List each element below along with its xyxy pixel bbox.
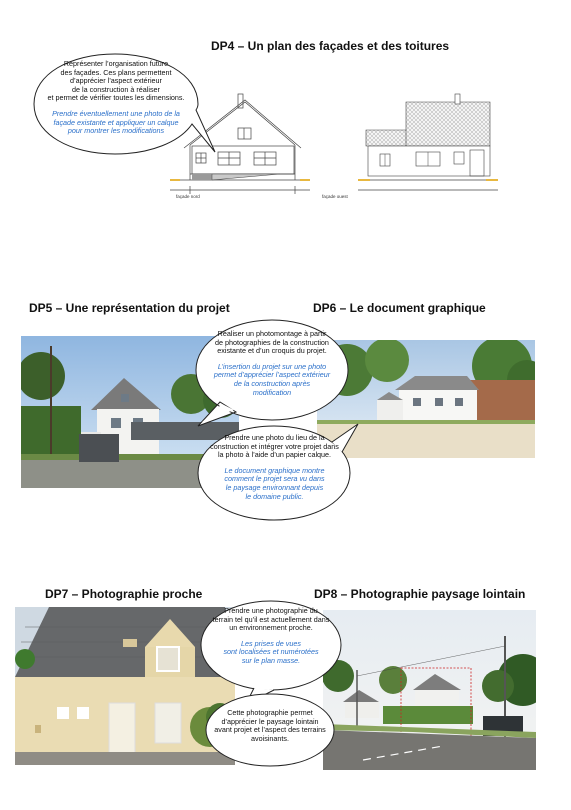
- dp7-title: DP7 – Photographie proche: [45, 587, 203, 601]
- dp6-top-bubble-line: Réaliser un photomontage à partir: [217, 329, 327, 338]
- dp4-bubble-line: des façades. Ces plans permettent: [60, 67, 172, 77]
- dp8-top-bubble-italic-line: sont localisées et numérotées: [223, 647, 319, 657]
- dp6-top-bubble-line: de photographies de la construction: [215, 337, 329, 347]
- dp4-title: DP4 – Un plan des façades et des toitures: [211, 39, 450, 53]
- dp8-top-bubble-line: Prendre une photographie du: [224, 606, 318, 615]
- dp6-bottom-bubble-italic-line: le paysage environnant depuis: [225, 482, 324, 492]
- facade-nord-caption: façade nord: [176, 194, 200, 199]
- dp6-top-bubble-italic-line: L’insertion du projet sur une photo: [217, 361, 327, 371]
- dp6-bottom-speech-bubble: [192, 422, 357, 524]
- dp4-bubble-italic-line: façade existante et appliquer un calque: [53, 117, 179, 127]
- dp8-top-bubble-italic-line: sur le plan masse.: [241, 655, 301, 665]
- dp6-bottom-bubble-italic-line: Le document graphique montre: [224, 465, 325, 475]
- dp8-bottom-speech-bubble: [200, 690, 340, 770]
- dp8-bottom-bubble-line: avoisinants.: [251, 733, 289, 743]
- dp8-top-bubble-line: terrain tel qu’il est actuellement dans: [212, 614, 330, 624]
- dp6-bottom-bubble-line: la photo à l’aide d’un papier calque.: [217, 450, 332, 460]
- dp6-top-bubble-italic-line: permet d’apprécier l’aspect extérieur: [213, 370, 331, 380]
- dp8-title: DP8 – Photographie paysage lointain: [314, 587, 526, 601]
- dp8-top-speech-bubble: [196, 598, 346, 702]
- dp6-top-speech-bubble: [192, 318, 352, 434]
- facade-ouest-caption: façade ouest: [322, 194, 348, 199]
- dp6-top-bubble-italic-line: modification: [252, 387, 292, 397]
- dp8-photo-lointain-image: [323, 610, 536, 770]
- dp6-top-bubble-line: existante et d’un croquis du projet.: [217, 346, 327, 356]
- dp6-top-bubble-italic-line: de la construction après: [233, 378, 311, 388]
- dp8-top-bubble-line: un environnement proche.: [229, 623, 313, 633]
- dp8-top-bubble-italic-line: Les prises de vues: [241, 638, 301, 648]
- dp4-bubble-line: d’apprécier l’aspect extérieur: [70, 76, 162, 86]
- dp6-title: DP6 – Le document graphique: [313, 301, 486, 315]
- dp8-bottom-bubble-line: d’apprécier le paysage lointain: [221, 716, 319, 726]
- dp6-bottom-bubble-italic-line: le domaine public.: [245, 491, 304, 501]
- dp4-bubble-line: de la construction à réaliser: [72, 84, 160, 94]
- dp4-bubble-italic-line: pour montrer les modifications: [67, 126, 165, 136]
- dp6-bottom-bubble-line: construction et intégrer votre projet dans: [210, 441, 339, 451]
- dp4-speech-bubble: [30, 52, 200, 162]
- dp4-bubble-italic-line: Prendre éventuellement une photo de la: [52, 108, 180, 118]
- dp4-bubble-line: Représenter l’organisation future: [63, 59, 169, 68]
- dp8-bottom-bubble-line: avant projet et l’aspect des terrains: [214, 725, 326, 735]
- dp6-bottom-bubble-italic-line: comment le projet sera vu dans: [224, 474, 325, 484]
- dp6-bottom-bubble-line: Prendre une photo du lieu de la: [224, 433, 325, 442]
- dp4-bubble-line: et permet de vérifier toutes les dimensions.: [47, 93, 185, 103]
- dp5-title: DP5 – Une représentation du projet: [29, 301, 230, 315]
- dp8-bottom-bubble-line: Cette photographie permet: [227, 708, 313, 717]
- facade-ouest-drawing: [358, 90, 498, 202]
